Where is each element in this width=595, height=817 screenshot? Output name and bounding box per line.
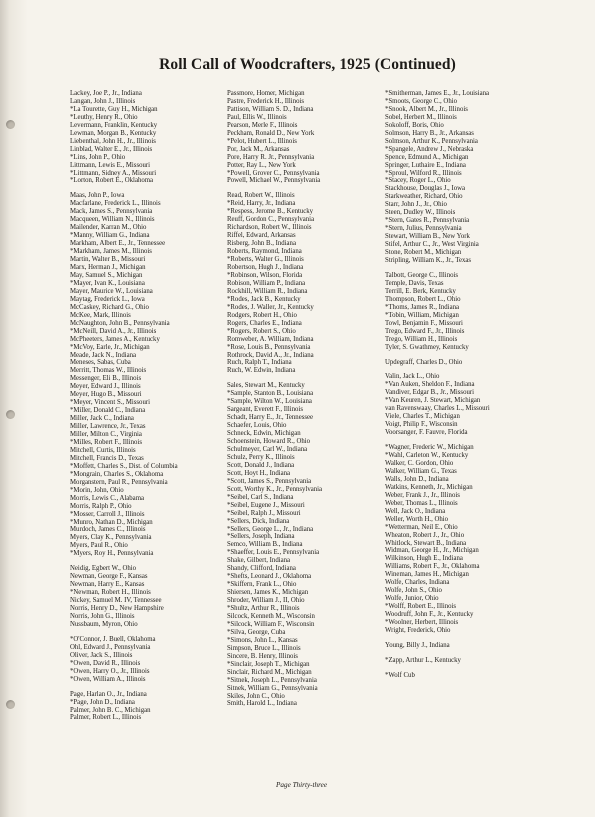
- roll-entry: Mitchell, Curtis, Illinois: [70, 446, 136, 454]
- roll-entry: Mitchell, Francis D., Texas: [70, 454, 144, 462]
- roll-entry: *Stern, Gates R., Pennsylvania: [385, 217, 470, 225]
- roll-entry: Sitnek, William G., Pennsylvania: [227, 684, 318, 692]
- roll-entry: *Wolf Cub: [385, 671, 415, 679]
- roll-entry: May, Samuel S., Michigan: [70, 271, 143, 279]
- roll-entry: Woodruff, John F., Jr., Kentucky: [385, 611, 474, 619]
- roll-entry: Shiersen, James K., Michigan: [227, 589, 309, 597]
- roll-entry: *Owen, William A., Illinois: [70, 675, 146, 683]
- roll-entry: *Sitnek, Joseph L., Pennsylvania: [227, 676, 317, 684]
- roll-entry: *Sellers, Joseph, Indiana: [227, 533, 295, 541]
- roll-entry: *Wolff, Robert E., Illinois: [385, 603, 457, 611]
- roll-entry: Sincere, B. Henry, Illinois: [227, 652, 298, 660]
- roll-entry: *Myers, Roy H., Pennsylvania: [70, 550, 154, 558]
- roll-entry: Scott, Worthy K., Jr., Pennsylvania: [227, 485, 323, 493]
- roll-entry: Well, Jack O., Indiana: [385, 507, 446, 515]
- roll-entry: Weller, Worth H., Ohio: [385, 515, 449, 523]
- roll-entry: *Van Auken, Sheldon F., Indiana: [385, 381, 475, 389]
- roll-entry: Voigt, Philip F., Wisconsin: [385, 421, 458, 429]
- roll-entry: *Scott, James S., Pennsylvania: [227, 477, 312, 485]
- roll-entry: *Seibel, Ralph J., Missouri: [227, 509, 301, 517]
- roll-entry: Markham, Albert E., Jr., Tennessee: [70, 240, 166, 248]
- roll-entry: Meyer, Hugo B., Missouri: [70, 391, 142, 399]
- roll-entry: *Rodes, Jack B., Kentucky: [227, 295, 301, 303]
- roll-entry: *La Tourette, Guy H., Michigan: [70, 105, 158, 113]
- roll-entry: Martin, Walter B., Missouri: [70, 256, 146, 264]
- roll-entry: Wilkinson, Hugh E., Indiana: [385, 555, 463, 563]
- roll-entry: Meneses, Sabas, Cuba: [70, 359, 131, 367]
- roll-entry: Robison, William P., Indiana: [227, 279, 306, 287]
- roll-entry: Sales, Stewart M., Kentucky: [227, 382, 305, 390]
- roll-entry: *Mayer, Ivan K., Louisiana: [70, 279, 145, 287]
- roll-entry: Walker, William G., Texas: [385, 467, 457, 475]
- roll-entry: *Robinson, Wilson, Florida: [227, 271, 303, 279]
- roll-entry: Newman, Harry E., Kansas: [70, 581, 145, 589]
- roll-entry: Starr, John J., Jr., Ohio: [385, 201, 447, 209]
- roll-entry: *Sellers, George L., Jr., Indiana: [227, 525, 314, 533]
- roll-entry: Weber, Frank J., Jr., Illinois: [385, 491, 460, 499]
- roll-entry: Miller, Lawrence, Jr., Texas: [70, 423, 146, 431]
- roll-entry: Rogers, Charles E., Indiana: [227, 319, 302, 327]
- roll-entry: *Mongrain, Charles S., Oklahoma: [70, 470, 164, 478]
- roll-entry: *Simons, John L., Kansas: [227, 636, 298, 644]
- roll-entry: *Smitherman, James E., Jr., Louisiana: [385, 90, 490, 97]
- roll-entry: Miller, Jack C., Indiana: [70, 415, 134, 423]
- roll-entry: Myers, Paul R., Ohio: [70, 542, 128, 550]
- roll-entry: Shake, Gilbert, Indiana: [227, 557, 291, 565]
- roll-entry: Simpson, Bruce L., Illinois: [227, 644, 301, 652]
- roll-entry: Talbott, George C., Illinois: [385, 271, 459, 279]
- roll-entry: Schoenstein, Howard R., Ohio: [227, 438, 311, 446]
- roll-entry: *Sample, Wilton W., Louisiana: [227, 398, 312, 406]
- roll-entry: Wheaton, Robert J., Jr., Ohio: [385, 531, 465, 539]
- roll-entry: Nussbaum, Myron, Ohio: [70, 620, 138, 628]
- roll-entry: *Sample, Stanton B., Louisiana: [227, 390, 314, 398]
- roll-entry: *Owen, Harry O., Jr., Illinois: [70, 667, 150, 675]
- roll-entry: *Moffett, Charles S., Dist. of Columbia: [70, 462, 178, 470]
- roll-entry: Rodgers, Robert H., Ohio: [227, 311, 297, 319]
- group-gap: [70, 684, 178, 691]
- roll-entry: *Rose, Louis B., Pennsylvania: [227, 343, 311, 351]
- roll-entry: *Mosser, Carroll J., Illinois: [70, 510, 145, 518]
- roll-entry: Newman, George F., Kansas: [70, 573, 148, 581]
- roll-entry: *Snook, Albert M., Jr., Illinois: [385, 105, 468, 113]
- roll-entry: Macqueen, William N., Illinois: [70, 216, 155, 224]
- roll-entry: Morganstern, Paul R., Pennsylvania: [70, 478, 168, 486]
- roll-entry: Wolfe, Junior, Ohio: [385, 595, 439, 603]
- roll-entry: Vandiver, Edgar B., Jr., Missouri: [385, 389, 475, 397]
- group-gap: [70, 558, 178, 565]
- roll-entry: Pearson, Merle F., Illinois: [227, 121, 298, 129]
- roll-entry: Mack, James S., Pennsylvania: [70, 208, 153, 216]
- roll-entry: Merritt, Thomas W., Illinois: [70, 367, 147, 375]
- roll-entry: Paul, Ellis W., Illinois: [227, 113, 287, 121]
- roll-entry: Linblad, Walter E., Jr., Illinois: [70, 145, 153, 153]
- roll-entry: Risberg, John B., Indiana: [227, 240, 296, 248]
- roll-entry: *Wahl, Carleton W., Kentucky: [385, 452, 469, 460]
- roll-entry: Spence, Edmund A., Michigan: [385, 153, 469, 161]
- roll-entry: Palmer, John B. C., Michigan: [70, 706, 151, 714]
- roll-entry: *Zapp, Arthur L., Kentucky: [385, 656, 461, 664]
- roll-entry: *Littmann, Sidney A., Missouri: [70, 169, 157, 177]
- roll-entry: Rockhill, William R., Indiana: [227, 287, 308, 295]
- roll-entry: Ruch, Ralph T., Indiana: [227, 359, 292, 367]
- roll-entry: Solmson, Harry B., Jr., Arkansas: [385, 129, 474, 137]
- roll-entry: Peckham, Ronald D., New York: [227, 129, 315, 137]
- roll-entry: Robertson, Hugh J., Indiana: [227, 264, 304, 272]
- roll-entry: Young, Billy J., Indiana: [385, 641, 450, 649]
- roll-entry: *Miller, Donald C., Indiana: [70, 407, 146, 415]
- roll-entry: Whitlock, Stewart B., Indiana: [385, 539, 467, 547]
- group-gap: [227, 375, 322, 382]
- roll-entry: *Milles, Robert F., Illinois: [70, 438, 142, 446]
- roll-entry: Mailender, Karran M., Ohio: [70, 224, 147, 232]
- roll-entry: Wineman, James H., Michigan: [385, 571, 469, 579]
- roll-entry: *Skiffern, Frank L., Ohio: [227, 581, 297, 589]
- roll-entry: Weber, Thomas L., Illinois: [385, 499, 458, 507]
- roll-entry: *Meyer, Vincent S., Missouri: [70, 399, 150, 407]
- punch-hole: [6, 700, 15, 709]
- roll-entry: McKee, Mark, Illinois: [70, 311, 131, 319]
- group-gap: [385, 265, 490, 272]
- roll-entry: Maytag, Frederick L., Iowa: [70, 295, 145, 303]
- roll-entry: *Wetterman, Neil E., Ohio: [385, 523, 458, 531]
- roll-entry: Towl, Benjamin F., Missouri: [385, 319, 463, 327]
- roll-entry: Steen, Dudley W., Illinois: [385, 209, 456, 217]
- roll-entry: Starkweather, Richard, Ohio: [385, 193, 463, 201]
- roll-entry: Wright, Frederick, Ohio: [385, 627, 451, 634]
- roll-entry: Ruch, W. Edwin, Indiana: [227, 367, 296, 375]
- roll-entry: Wolfe, Charles, Indiana: [385, 579, 450, 587]
- roll-entry: Updegraff, Charles D., Ohio: [385, 358, 463, 366]
- roll-entry: Sobel, Herbert M., Illinois: [385, 113, 457, 121]
- roll-entry: Rothrock, David A., Jr., Indiana: [227, 351, 314, 359]
- group-gap: [385, 635, 490, 642]
- roll-entry: *Stacey, Roger L., Ohio: [385, 177, 451, 185]
- roll-entry: *Silva, George, Cuba: [227, 628, 286, 636]
- roll-entry: *Wagner, Frederic W., Michigan: [385, 444, 474, 452]
- roll-entry: Maas, John P., Iowa: [70, 192, 125, 200]
- roll-entry: Solmson, Arthur K., Pennsylvania: [385, 137, 478, 145]
- roll-entry: Widman, George H., Jr., Michigan: [385, 547, 479, 555]
- roll-entry: McNaughton, John B., Pennsylvania: [70, 319, 170, 327]
- roll-entry: *Spangele, Andrew J., Nebraska: [385, 145, 474, 153]
- roll-entry: Walker, C. Gordon, Ohio: [385, 459, 454, 467]
- roll-entry: Trego, Edward F., Jr., Illinois: [385, 327, 465, 335]
- roll-entry: Meyer, Edward J., Illinois: [70, 383, 141, 391]
- roll-entry: *Woolner, Herbert, Illinois: [385, 619, 459, 627]
- roll-entry: Sokoloff, Boris, Ohio: [385, 121, 444, 129]
- roll-entry: Stripling, William K., Jr., Texas: [385, 257, 472, 265]
- roll-entry: Levermann, Franklin, Kentucky: [70, 121, 158, 129]
- roll-entry: Shroder, William J., II, Ohio: [227, 597, 305, 605]
- roll-entry: Scott, Hoyt H., Indiana: [227, 469, 291, 477]
- roll-entry: *Powell, Grover C., Pennsylvania: [227, 169, 320, 177]
- roll-entry: Murdoch, James C., Illinois: [70, 526, 146, 534]
- roll-entry: Wolfe, John S., Ohio: [385, 587, 442, 595]
- roll-entry: Williams, Robert F., Jr., Oklahoma: [385, 563, 480, 571]
- roll-entry: Lackey, Joe P., Jr., Indiana: [70, 90, 142, 97]
- group-gap: [70, 629, 178, 636]
- binding-edge: [0, 0, 28, 817]
- roll-entry: *Van Keuren, J. Stewart, Michigan: [385, 397, 481, 405]
- roll-entry: McCaskey, Richard G., Ohio: [70, 303, 149, 311]
- roll-entry: Thompson, Robert L., Ohio: [385, 295, 461, 303]
- roll-entry: Potter, Ray L., New York: [227, 161, 296, 169]
- roll-entry: Stone, Robert M., Michigan: [385, 249, 462, 257]
- roll-entry: Terrill, E. Berk, Kentucky: [385, 287, 456, 295]
- roll-entry: Mayer, Maurice W., Louisiana: [70, 287, 153, 295]
- name-column-2: [227, 90, 322, 708]
- roll-entry: Morris, Lewis C., Alabama: [70, 494, 144, 502]
- roll-entry: Stackhouse, Douglas J., Iowa: [385, 185, 466, 193]
- roll-entry: Sargeant, Everett F., Illinois: [227, 406, 303, 414]
- group-gap: [385, 437, 490, 444]
- roll-entry: Page, Harlan O., Jr., Indiana: [70, 690, 147, 698]
- roll-entry: *Shaeffer, Louis E., Pennsylvania: [227, 549, 320, 557]
- roll-entry: Schulz, Perry K., Illinois: [227, 453, 295, 461]
- roll-entry: *Owen, David R., Illinois: [70, 659, 141, 667]
- roll-entry: Tyler, S. Gwathmey, Kentucky: [385, 343, 469, 351]
- roll-entry: Shandy, Clifford, Indiana: [227, 565, 296, 573]
- roll-entry: Langan, John J., Illinois: [70, 97, 136, 105]
- name-column-3: [385, 90, 490, 680]
- page-title: Roll Call of Woodcrafters, 1925 (Continued): [159, 56, 456, 73]
- group-gap: [385, 650, 490, 657]
- roll-entry: Norris, John G., Illinois: [70, 613, 135, 620]
- roll-entry: *Morin, John, Ohio: [70, 486, 124, 494]
- roll-entry: Littmann, Lewis E., Missouri: [70, 161, 151, 169]
- roll-entry: Watkins, Kenneth, Jr., Michigan: [385, 483, 473, 491]
- roll-entry: *Sproul, Wilford R., Illinois: [385, 169, 462, 177]
- roll-entry: Miller, Milton C., Virginia: [70, 431, 142, 439]
- roll-entry: Voorsanger, F. Fauvre, Florida: [385, 429, 468, 437]
- roll-entry: *Rodes, J. Waller, Jr., Kentucky: [227, 303, 314, 311]
- roll-entry: Neidig, Egbert W., Ohio: [70, 565, 137, 573]
- roll-entry: Pastre, Frederick H., Illinois: [227, 97, 305, 105]
- roll-entry: Romweber, A. William, Indiana: [227, 335, 314, 343]
- group-gap: [385, 352, 490, 359]
- name-column-1: [70, 90, 178, 722]
- group-gap: [227, 185, 322, 192]
- roll-entry: Pore, Harry R. Jr., Pennsylvania: [227, 153, 315, 161]
- roll-entry: Stifel, Arthur C., Jr., West Virginia: [385, 241, 479, 249]
- roll-entry: *Silcock, William F., Wisconsin: [227, 620, 315, 628]
- roll-entry: Oliver, Jack S., Illinois: [70, 651, 133, 659]
- roll-entry: *Leuthy, Henry R., Ohio: [70, 113, 138, 121]
- roll-entry: Palmer, Robert L., Illinois: [70, 714, 142, 722]
- group-gap: [385, 366, 490, 373]
- roll-entry: *Munro, Nathan D., Michigan: [70, 518, 153, 526]
- roll-entry: Semco, William B., Indiana: [227, 541, 303, 549]
- roll-entry: Schaefer, Louis, Ohio: [227, 422, 287, 430]
- roll-entry: Lewman, Morgan B., Kentucky: [70, 129, 157, 137]
- roll-entry: Norris, Henry D., New Hampshire: [70, 605, 164, 613]
- roll-entry: *McVoy, Earle, Jr., Michigan: [70, 343, 150, 351]
- roll-entry: *Sinclair, Joseph T., Michigan: [227, 660, 310, 668]
- roll-entry: Marx, Herman J., Michigan: [70, 264, 146, 272]
- roll-entry: Riffel, Edward, Arkansas: [227, 232, 296, 240]
- roll-entry: Macfarlane, Frederick L., Illinois: [70, 200, 161, 208]
- roll-entry: Silcock, Kenneth M., Wisconsin: [227, 613, 315, 620]
- roll-entry: Smith, Harold L., Indiana: [227, 700, 297, 708]
- roll-entry: *Manny, William G., Indiana: [70, 232, 150, 240]
- roll-entry: *Lorton, Robert E., Oklahoma: [70, 177, 154, 185]
- punch-hole: [6, 410, 15, 419]
- roll-entry: Valin, Jack L., Ohio: [385, 373, 440, 381]
- roll-entry: Schadt, Harry E., Jr., Tennessee: [227, 414, 314, 422]
- roll-entry: Meade, Jack N., Indiana: [70, 351, 137, 359]
- group-gap: [70, 185, 178, 192]
- roll-entry: Stewart, William B., New York: [385, 233, 470, 241]
- roll-entry: *Pelot, Hubert L., Illinois: [227, 137, 297, 145]
- roll-entry: *McNeill, David A., Jr., Illinois: [70, 327, 157, 335]
- roll-entry: Pattison, William S. D., Indiana: [227, 105, 314, 113]
- roll-entry: Morris, Ralph P., Ohio: [70, 502, 132, 510]
- roll-entry: *Markham, James M., Illinois: [70, 248, 152, 256]
- roll-entry: *Seibel, Eugene J., Missouri: [227, 501, 305, 509]
- roll-entry: McPheeters, James A., Kentucky: [70, 335, 160, 343]
- roll-entry: Temple, Davis, Texas: [385, 279, 444, 287]
- roll-entry: *Seibel, Carl S., Indiana: [227, 493, 294, 501]
- roll-entry: Schneck, Edwin, Michigan: [227, 430, 301, 438]
- roll-entry: *O'Connor, J. Buell, Oklahoma: [70, 635, 156, 643]
- roll-entry: *Respess, Jerome B., Kentucky: [227, 208, 314, 216]
- roll-entry: *Rogers, Robert S., Ohio: [227, 327, 296, 335]
- roll-entry: Liebenthal, John H., Jr., Illinois: [70, 137, 156, 145]
- roll-entry: *Smoots, George C., Ohio: [385, 97, 457, 105]
- roll-entry: Por, Jack M., Arkansas: [227, 145, 290, 153]
- roll-entry: *Roberts, Walter G., Illinois: [227, 256, 304, 264]
- roll-entry: Passmore, Homer, Michigan: [227, 90, 305, 97]
- roll-entry: *Reid, Harry, Jr., Indiana: [227, 200, 296, 208]
- roll-entry: Powell, Michael W., Pennsylvania: [227, 177, 321, 185]
- roll-entry: *Shefts, Leonard J., Oklahoma: [227, 573, 312, 581]
- roll-entry: Viele, Charles T., Michigan: [385, 413, 460, 421]
- roll-entry: *Shultz, Arthur R., Illinois: [227, 605, 300, 613]
- roll-entry: Richardson, Robert W., Illinois: [227, 224, 312, 232]
- page-number: Page Thirty-three: [276, 781, 328, 789]
- roll-entry: van Ravenswaay, Charles L., Missouri: [385, 405, 490, 413]
- roll-entry: Read, Robert W., Illinois: [227, 192, 295, 200]
- roll-entry: Trego, William H., Illinois: [385, 335, 458, 343]
- roll-entry: *Page, John D., Indiana: [70, 698, 135, 706]
- roll-entry: Springer, Luthaire E., Indiana: [385, 161, 466, 169]
- roll-entry: *Sellers, Dick, Indiana: [227, 517, 290, 525]
- roll-entry: *Stern, Julius, Pennsylvania: [385, 225, 462, 233]
- group-gap: [385, 665, 490, 672]
- roll-entry: Scott, Donald J., Indiana: [227, 461, 295, 469]
- roll-entry: *Newman, Robert H., Illinois: [70, 589, 151, 597]
- punch-hole: [6, 120, 15, 129]
- roll-entry: *Thoms, James R., Indiana: [385, 303, 459, 311]
- roll-entry: Reuff, Gordon C., Pennsylvania: [227, 216, 315, 224]
- roll-entry: Ohl, Edward J., Pennsylvania: [70, 643, 151, 651]
- roll-entry: Nickey, Samuel M. IV, Tennessee: [70, 597, 162, 605]
- roll-entry: *Lins, John P., Ohio: [70, 153, 126, 161]
- roll-entry: Messenger, Eli B., Illinois: [70, 375, 142, 383]
- roll-entry: Skiles, John C., Ohio: [227, 692, 285, 700]
- roll-entry: Myers, Clay K., Pennsylvania: [70, 534, 152, 542]
- roll-entry: Walls, John D., Indiana: [385, 475, 449, 483]
- roll-entry: *Tobin, William, Michigan: [385, 311, 459, 319]
- roll-entry: Sinclair, Richard M., Michigan: [227, 668, 312, 676]
- roll-entry: Schulmeyer, Carl W., Indiana: [227, 445, 308, 453]
- roll-entry: Roberts, Raymond, Indiana: [227, 248, 302, 256]
